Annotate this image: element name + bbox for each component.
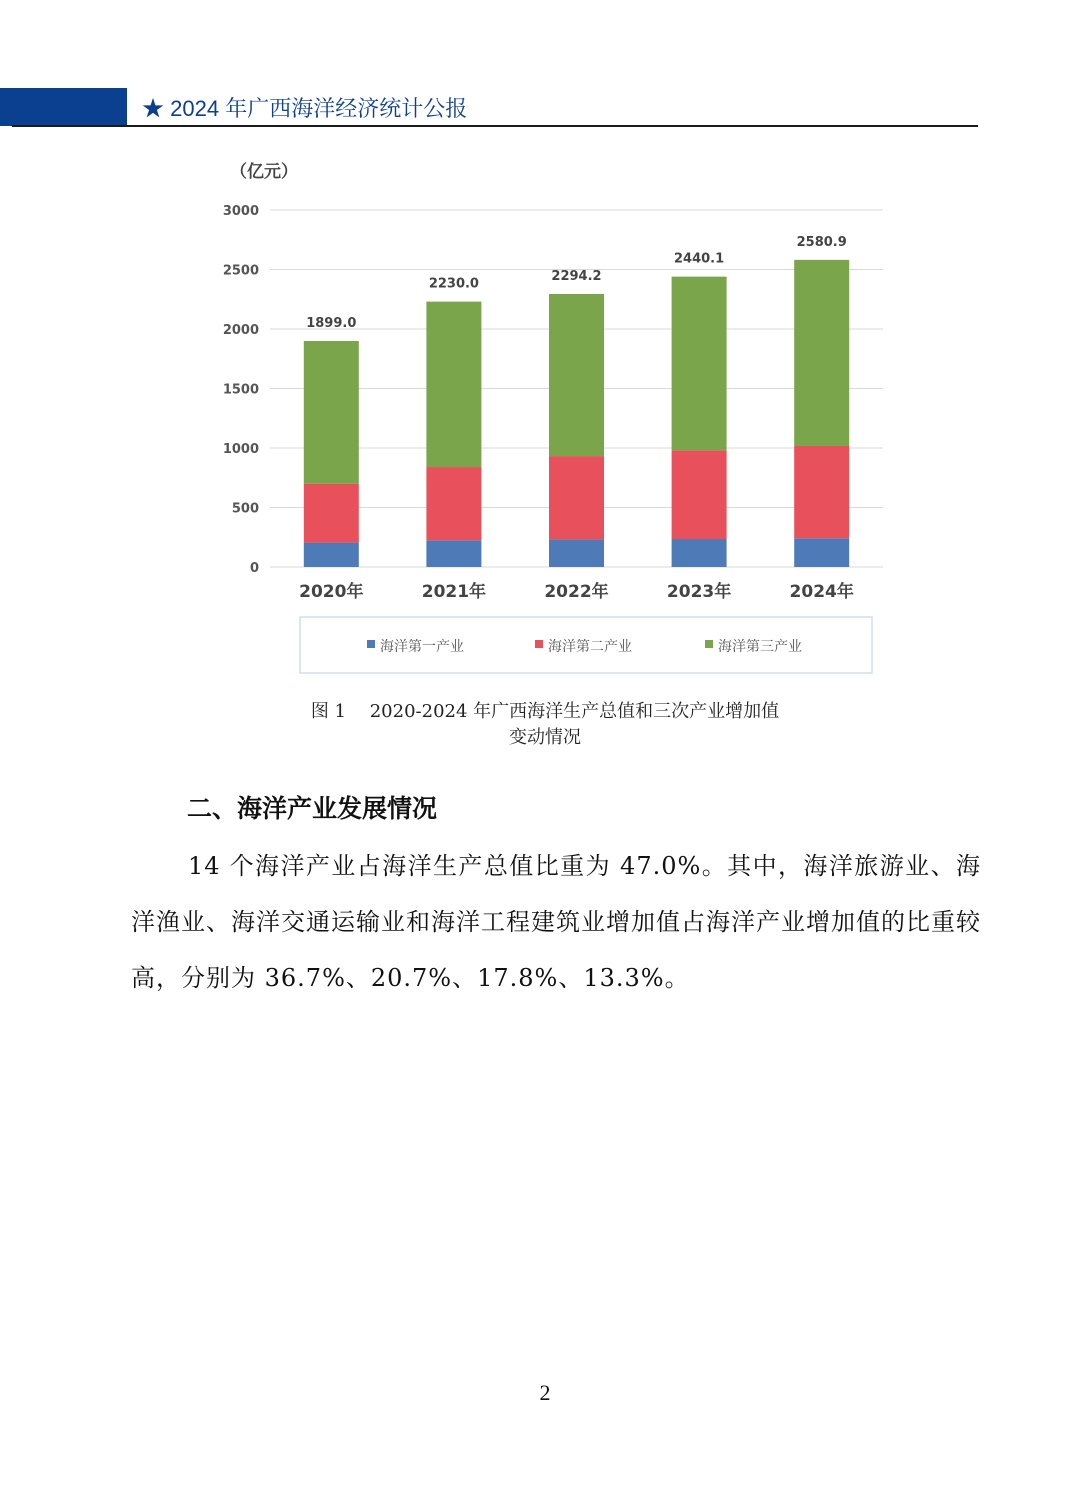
x-tick-label: 2023年 <box>666 582 732 602</box>
bar-segment-2 <box>426 467 481 540</box>
section-heading: 二、海洋产业发展情况 <box>187 794 438 823</box>
bar-segment-3 <box>426 302 481 467</box>
legend-swatch <box>535 640 543 648</box>
y-tick-label: 2000 <box>222 323 259 338</box>
bar-segment-3 <box>794 260 849 446</box>
data-label-total: 2440.1 <box>674 251 725 267</box>
data-label-total: 2580.9 <box>796 234 847 250</box>
y-tick-label: 1500 <box>222 382 259 398</box>
legend-entry: 海洋第二产业 <box>548 639 632 655</box>
y-tick-label: 3000 <box>222 204 259 219</box>
legend-entry: 海洋第三产业 <box>718 639 802 655</box>
bar-segment-3 <box>672 277 727 451</box>
bar-segment-1 <box>426 540 481 567</box>
bar-segment-1 <box>794 538 849 567</box>
data-label-total: 2294.2 <box>551 268 602 284</box>
bar-segment-1 <box>672 539 727 567</box>
header-accent-bar <box>0 88 127 126</box>
bar-segment-1 <box>549 539 604 567</box>
y-tick-label: 0 <box>249 561 259 576</box>
page-number: 2 <box>539 1380 551 1405</box>
legend-entry: 海洋第一产业 <box>380 639 464 655</box>
star-icon: ★ <box>142 96 165 121</box>
report-title-text: 2024 年广西海洋经济统计公报 <box>170 96 468 121</box>
report-title <box>142 92 467 123</box>
y-tick-label: 2500 <box>222 263 259 279</box>
header-rule <box>12 125 978 127</box>
bar-segment-1 <box>304 543 359 567</box>
bar-segment-2 <box>304 484 359 543</box>
legend-swatch <box>367 640 375 648</box>
x-tick-label: 2022年 <box>544 582 609 602</box>
y-tick-label: 500 <box>231 501 259 517</box>
figure-caption-line2: 变动情况 <box>509 727 581 748</box>
x-tick-label: 2020年 <box>299 582 364 602</box>
bar-segment-3 <box>304 341 359 484</box>
x-tick-label: 2021年 <box>421 582 487 602</box>
bar-segment-2 <box>672 450 727 539</box>
bar-segment-2 <box>549 456 604 539</box>
x-tick-label: 2024年 <box>789 582 854 602</box>
y-unit-label: （亿元） <box>230 162 298 182</box>
data-label-total: 1899.0 <box>306 316 357 332</box>
y-tick-label: 1000 <box>222 442 259 457</box>
bar-segment-3 <box>549 294 604 456</box>
figure-caption-line1: 图 1 2020-2024 年广西海洋生产总值和三次产业增加值 <box>310 701 780 722</box>
bar-segment-2 <box>794 446 849 538</box>
legend-swatch <box>705 640 713 648</box>
stacked-bar-chart <box>215 150 895 680</box>
data-label-total: 2230.0 <box>428 276 479 292</box>
body-paragraph: 14 个海洋产业占海洋生产总值比重为 47.0%。其中，海洋旅游业、海洋渔业、海洋交通运输业和海洋工程建筑业增加值占海洋产业增加值的比重较高，分别为 36.7%、20.7%、17.8%、13.3%。 <box>131 852 981 992</box>
